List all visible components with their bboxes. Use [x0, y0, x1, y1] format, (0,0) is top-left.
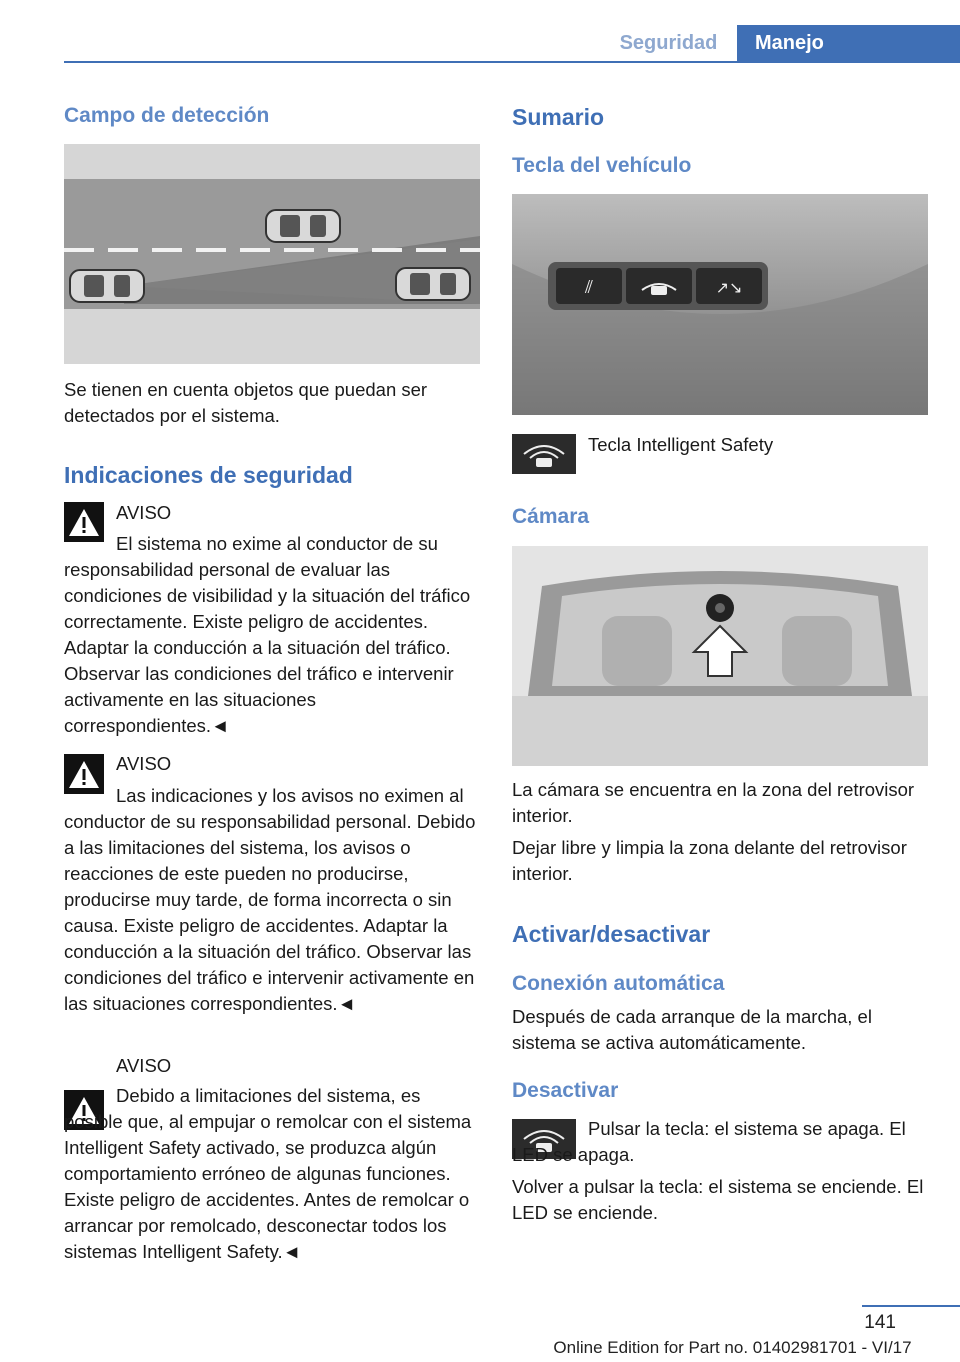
camera-text-1: La cámara se encuentra en la zona del retrovisor interior.: [512, 779, 915, 826]
heading-activate: Activar/desactivar: [512, 921, 711, 947]
detection-text: Se tienen en cuenta objetos que puedan ser detectados por el sistema.: [64, 379, 428, 426]
footer-rule: [862, 1305, 960, 1307]
detection-field-illustration: [64, 144, 480, 364]
intelligent-safety-key-icon: [512, 434, 576, 474]
heading-safety: Indicaciones de seguridad: [64, 462, 353, 488]
heading-vehicle-key: Tecla del vehículo: [512, 154, 692, 177]
svg-text:↗↘: ↗↘: [715, 278, 743, 297]
heading-deactivate: Desactivar: [512, 1079, 619, 1102]
camera-text-2: Dejar libre y limpia la zona delante del retrovisor interior.: [512, 837, 907, 884]
auto-on-text: Después de cada arranque de la marcha, el sistema se activa automáticamente.: [512, 1006, 872, 1053]
chapter-tab[interactable]: Manejo: [737, 25, 960, 61]
svg-text:⫽: ⫽: [584, 277, 594, 298]
header-rule: [64, 61, 960, 63]
warning-text: El sistema no exime al conductor de su responsabilidad personal de evaluar las condiciones de visibilidad y la situación del tráfico correctamente. Existe peligro de accidentes. Adaptar la conducción a la situación del tráfico. Observar las condiciones del tráfico e intervenir activamente en las situaciones correspondientes.◄: [64, 533, 471, 736]
heading-camera: Cámara: [512, 505, 590, 528]
vehicle-key-photo: [512, 194, 928, 415]
warning-label: AVISO: [116, 502, 172, 523]
heading-summary: Sumario: [512, 104, 605, 130]
reactivate-text: Volver a pulsar la tecla: el sistema se enciende. El LED se enciende.: [512, 1176, 924, 1223]
warning-text: Las indicaciones y los avisos no eximen al conductor de su responsabilidad personal. Debido a las limitaciones del sistema, los avisos o reacciones de este pueden no producirse, producirse muy tarde, de forma incorrecta o sin causa. Existe peligro de accidentes. Adaptar la conducción a la situación del tráfico. Observar las condiciones del tráfico e intervenir activamente en las situaciones correspondientes.◄: [64, 785, 476, 1014]
key-caption: Tecla Intelligent Safety: [588, 434, 774, 455]
warning-label: AVISO: [116, 753, 172, 774]
heading-detection: Campo de detección: [64, 104, 270, 127]
page-number: 141: [864, 1312, 896, 1333]
warning-label: AVISO: [116, 1055, 172, 1076]
camera-location-photo: [512, 546, 928, 766]
edition-note: Online Edition for Part no. 01402981701 - VI/17: [553, 1338, 912, 1357]
deactivate-text: Pulsar la tecla: el sistema se apaga. El LED se apaga.: [512, 1118, 906, 1165]
heading-auto-on: Conexión automática: [512, 972, 725, 995]
warning-text: Debido a limitaciones del sistema, es posible que, al empujar o remolcar con el sistema Intelligent Safety activado, se produzca algún comportamiento erróneo de algunas funciones. Existe peligro de accidentes. Antes de remolcar o arrancar por remolcado, desconectar todos los sistemas Intelligent Safety.◄: [64, 1085, 472, 1262]
section-tab[interactable]: Seguridad: [619, 32, 718, 54]
